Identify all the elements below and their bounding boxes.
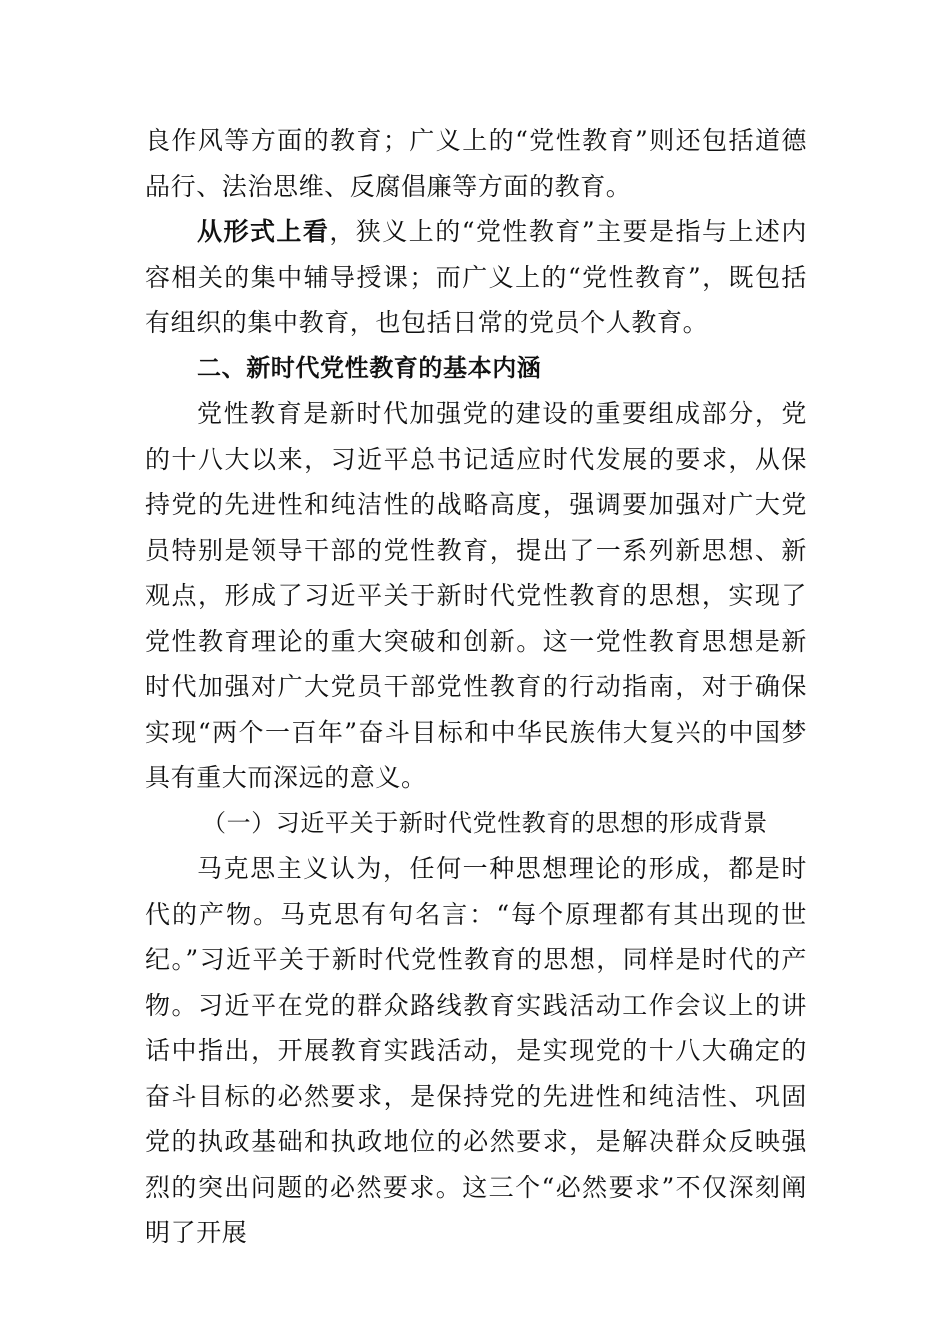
document-body bbox=[145, 118, 807, 1256]
paragraph-continuation: 良作风等方面的教育；广义上的“党性教育”则还包括道德品行、法治思维、反腐倡廉等方面的教育。 bbox=[145, 126, 807, 201]
section-heading: 二、新时代党性教育的基本内涵 bbox=[197, 353, 542, 382]
paragraph-background: 马克思主义认为，任何一种思想理论的形成，都是时代的产物。马克思有句名言：“每个原理都有其出现的世纪。”习近平关于新时代党性教育的思想，同样是时代的产物。习近平在党的群众路线教育实践活动工作会议上的讲话中指出，开展教育实践活动，是实现党的十八大确定的奋斗目标的必然要求，是保持党的先进性和纯洁性、巩固党的执政基础和执政地位的必然要求，是解决群众反映强烈的突出问题的必然要求。这三个“必然要求”不仅深刻阐明了开展 bbox=[145, 854, 807, 1247]
paragraph-form-text: ，狭义上的“党性教育”主要是指与上述内容相关的集中辅导授课；而广义上的“党性教育”，既包括有组织的集中教育，也包括日常的党员个人教育。 bbox=[145, 217, 807, 337]
paragraph-form bbox=[145, 209, 807, 346]
subsection-heading: （一）习近平关于新时代党性教育的思想的形成背景 bbox=[202, 808, 768, 837]
paragraph-lead-bold: 从形式上看 bbox=[197, 217, 330, 246]
paragraph-connotation: 党性教育是新时代加强党的建设的重要组成部分，党的十八大以来，习近平总书记适应时代发展的要求，从保持党的先进性和纯洁性的战略高度，强调要加强对广大党员特别是领导干部的党性教育，提出了一系列新思想、新观点，形成了习近平关于新时代党性教育的思想，实现了党性教育理论的重大突破和创新。这一党性教育思想是新时代加强对广大党员干部党性教育的行动指南，对于确保实现“两个一百年”奋斗目标和中华民族伟大复兴的中国梦具有重大而深远的意义。 bbox=[145, 399, 807, 792]
